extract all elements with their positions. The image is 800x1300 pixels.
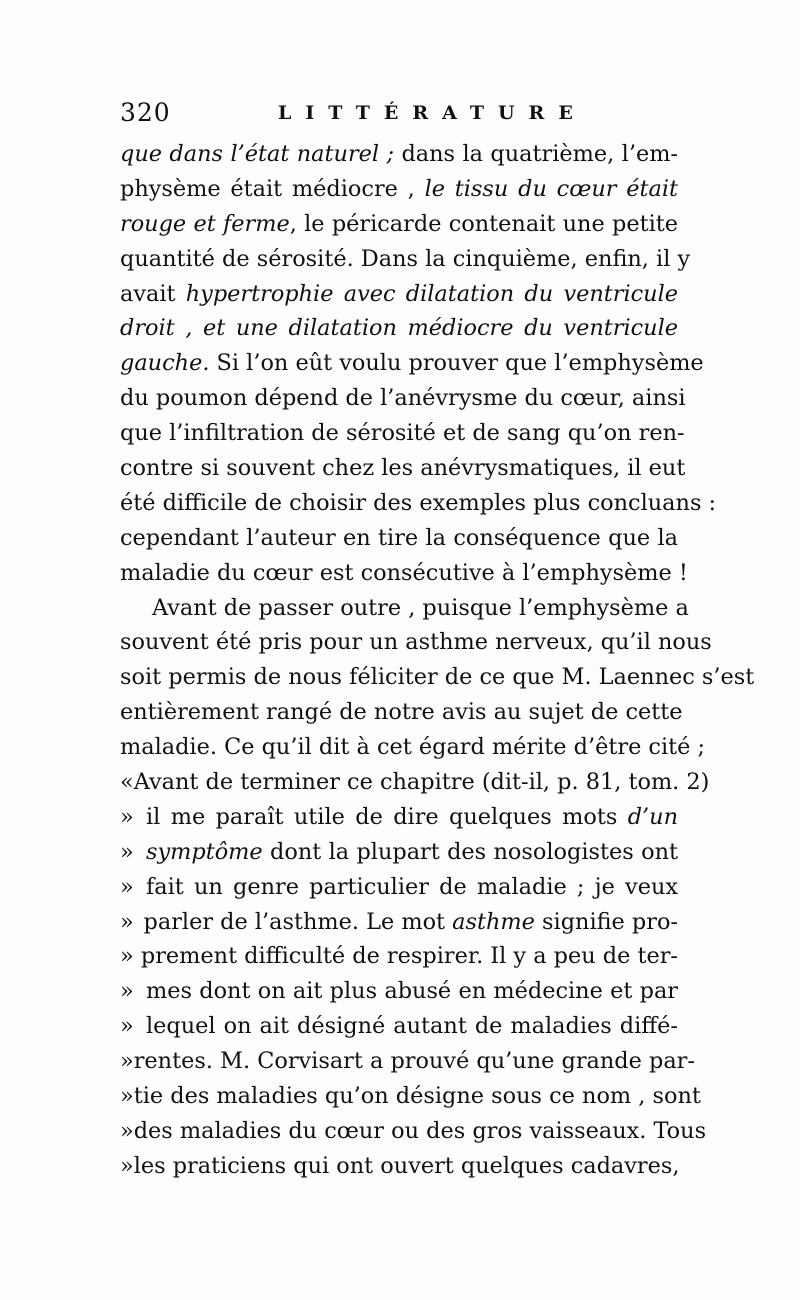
text-line: avait hypertrophie avec dilatation du ventricule bbox=[120, 280, 678, 307]
quote-mark: » bbox=[120, 978, 134, 1005]
text-line: que l’infiltration de sérosité et de sang qu’on ren- bbox=[120, 420, 685, 447]
page-number: 320 bbox=[120, 98, 171, 127]
quote-mark: » bbox=[120, 1117, 134, 1144]
quote-line: » lequel on ait désigné autant de maladies diffé- bbox=[120, 1009, 678, 1044]
quote-line: » parler de l’asthme. Le mot asthme signifie pro- bbox=[120, 905, 678, 940]
quote-line: » fait un genre particulier de maladie ; je veux bbox=[120, 870, 678, 905]
quote-line: » des maladies du cœur ou des gros vaisseaux. Tous bbox=[120, 1114, 678, 1149]
quote-mark: » bbox=[120, 1152, 134, 1179]
quote-mark: » bbox=[120, 803, 134, 830]
quote-mark: « bbox=[120, 769, 134, 796]
text-line: droit , et une dilatation médiocre du ventricule bbox=[120, 315, 678, 342]
text-line: souvent été pris pour un asthme nerveux, qu’il nous bbox=[120, 629, 712, 656]
quote-line: » mes dont on ait plus abusé en médecine et par bbox=[120, 974, 678, 1009]
body-text bbox=[120, 137, 755, 1184]
text-line: maladie. Ce qu’il dit à cet égard mérite d’être cité ; bbox=[120, 734, 706, 761]
quote-mark: » bbox=[120, 908, 134, 935]
quote-line: » tie des maladies qu’on désigne sous ce nom , sont bbox=[120, 1079, 678, 1114]
quote-line: « Avant de terminer ce chapitre (dit-il, p. 81, tom. 2) bbox=[120, 765, 678, 800]
quote-line: » il me paraît utile de dire quelques mots d’un bbox=[120, 800, 678, 835]
page-header bbox=[120, 98, 680, 134]
paragraph-start-line: Avant de passer outre , puisque l’emphysème a bbox=[152, 594, 689, 621]
text-line: soit permis de nous féliciter de ce que M. Laennec s’est bbox=[120, 664, 755, 691]
quote-line: » rentes. M. Corvisart a prouvé qu’une grande par- bbox=[120, 1044, 678, 1079]
text-line: été difficile de choisir des exemples plus concluans : bbox=[120, 489, 717, 516]
quote-mark: » bbox=[120, 943, 134, 970]
text-line: quantité de sérosité. Dans la cinquième, enfin, il y bbox=[120, 245, 691, 272]
text-line: contre si souvent chez les anévrysmatiques, il eut bbox=[120, 455, 686, 482]
text-line: gauche. Si l’on eût voulu prouver que l’emphysème bbox=[120, 350, 704, 377]
text-line: maladie du cœur est consécutive à l’emphysème ! bbox=[120, 559, 688, 586]
text-line: cependant l’auteur en tire la conséquence que la bbox=[120, 524, 678, 551]
quote-line: » prement difficulté de respirer. Il y a peu de ter- bbox=[120, 939, 678, 974]
quote-mark: » bbox=[120, 1048, 134, 1075]
text-line: entièrement rangé de notre avis au sujet de cette bbox=[120, 699, 683, 726]
text-line: du poumon dépend de l’anévrysme du cœur, ainsi bbox=[120, 385, 686, 412]
running-title: LITTÉRATURE bbox=[278, 102, 587, 124]
quote-line: » symptôme dont la plupart des nosologistes ont bbox=[120, 835, 678, 870]
text-line: physème était médiocre , le tissu du cœur était bbox=[120, 175, 678, 202]
quote-mark: » bbox=[120, 838, 134, 865]
text-line: rouge et ferme, le péricarde contenait une petite bbox=[120, 210, 678, 237]
quote-line: » les praticiens qui ont ouvert quelques cadavres, bbox=[120, 1149, 678, 1184]
quote-mark: » bbox=[120, 1013, 134, 1040]
text-line: que dans l’état naturel ; dans la quatrième, l’em- bbox=[120, 141, 678, 167]
quote-mark: » bbox=[120, 873, 134, 900]
quote-mark: » bbox=[120, 1083, 134, 1110]
